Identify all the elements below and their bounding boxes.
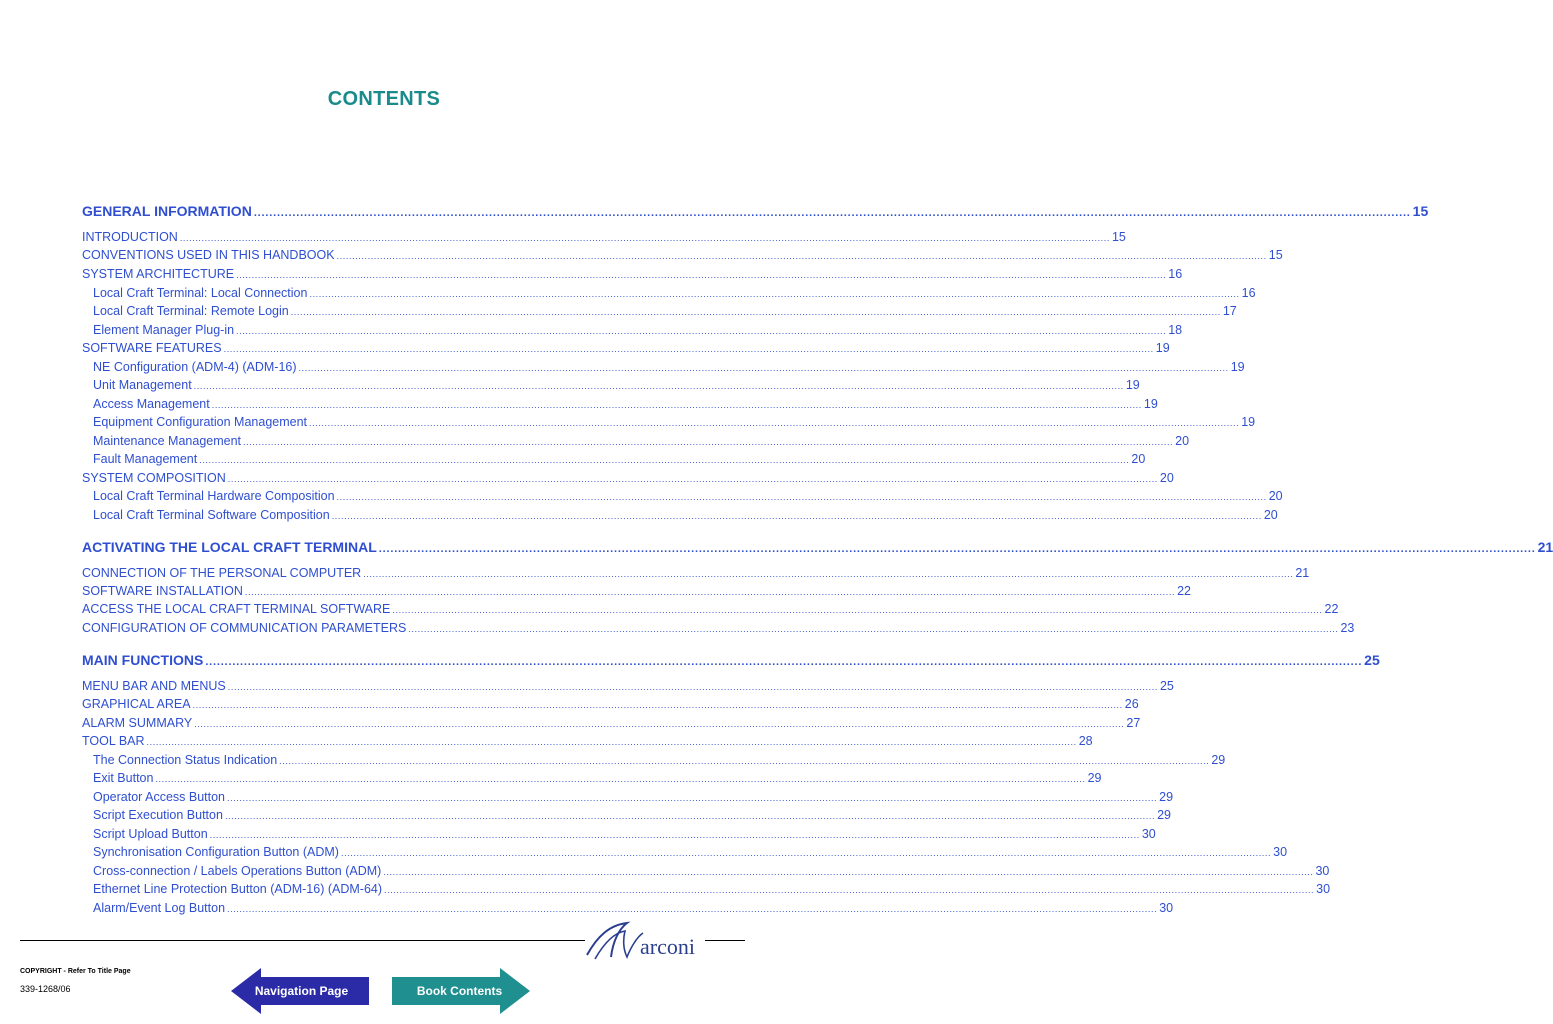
- toc-leader-dots: ............................................................................................................................................................................................................................................................................................................: [383, 867, 1314, 877]
- toc-leader-dots: ............................................................................................................................................................................................................................................................................................................: [236, 270, 1167, 280]
- marconi-logo: [583, 915, 708, 967]
- toc-leader-dots: ............................................................................................................................................................................................................................................................................................................: [179, 233, 1110, 243]
- toc-entry[interactable]: [82, 583, 1191, 600]
- toc-leader-dots: ............................................................................................................................................................................................................................................................................................................: [236, 326, 1167, 336]
- toc-entry-title: Element Manager Plug-in: [93, 323, 235, 337]
- toc-entry-page: 29: [1087, 771, 1102, 785]
- toc-entry-page: 21: [1295, 566, 1310, 580]
- toc-entry[interactable]: [82, 266, 1183, 283]
- toc-entry[interactable]: [82, 715, 1141, 732]
- toc-entry-page: 19: [1143, 397, 1158, 411]
- toc-leader-dots: ............................................................................................................................................................................................................................................................................................................: [192, 700, 1123, 710]
- toc-leader-dots: ............................................................................................................................................................................................................................................................................................................: [244, 587, 1176, 597]
- toc-entry-title: Unit Management: [93, 378, 192, 392]
- toc-leader-dots: ............................................................................................................................................................................................................................................................................................................: [243, 437, 1174, 447]
- toc-entry-title: TOOL BAR: [82, 734, 145, 748]
- toc-entry-title: CONVENTIONS USED IN THIS HANDBOOK: [82, 248, 335, 262]
- toc-entry[interactable]: [82, 451, 1146, 468]
- toc-leader-dots: ............................................................................................................................................................................................................................................................................................................: [279, 756, 1210, 766]
- toc-entry-page: 18: [1168, 323, 1183, 337]
- toc-entry-page: 19: [1230, 360, 1245, 374]
- toc-entry-page: 30: [1316, 882, 1331, 896]
- toc-entry-page: 19: [1241, 415, 1256, 429]
- toc-entry-page: 15: [1111, 230, 1126, 244]
- toc-entry-page: 21: [1537, 539, 1553, 555]
- toc-leader-dots: ............................................................................................................................................................................................................................................................................................................: [227, 793, 1158, 803]
- toc-entry-page: 29: [1157, 808, 1171, 822]
- document-number: 339-1268/06: [20, 984, 71, 994]
- toc-leader-dots: ............................................................................................................................................................................................................................................................................................................: [290, 307, 1221, 317]
- toc-leader-dots: ............................................................................................................................................................................................................................................................................................................: [309, 418, 1240, 428]
- navigation-page-button[interactable]: [231, 968, 372, 1014]
- toc-entry-page: 16: [1241, 286, 1256, 300]
- toc-leader-dots: ............................................................................................................................................................................................................................................................................................................: [227, 474, 1158, 484]
- toc-leader-dots: ............................................................................................................................................................................................................................................................................................................: [336, 492, 1267, 502]
- toc-entry-page: 19: [1155, 341, 1170, 355]
- toc-leader-dots: ............................................................................................................................................................................................................................................................................................................: [209, 830, 1140, 840]
- toc-entry-page: 20: [1159, 471, 1174, 485]
- toc-entry-title: Maintenance Management: [93, 434, 242, 448]
- toc-entry-title: ALARM SUMMARY: [82, 716, 193, 730]
- page-title: CONTENTS: [327, 88, 441, 110]
- toc-entry-page: 20: [1268, 489, 1283, 503]
- toc-leader-dots: ............................................................................................................................................................................................................................................................................................................: [309, 289, 1240, 299]
- toc-entry-page: 27: [1126, 716, 1141, 730]
- copyright-notice: COPYRIGHT - Refer To Title Page: [20, 968, 131, 975]
- toc-leader-dots: ............................................................................................................................................................................................................................................................................................................: [224, 811, 1156, 821]
- toc-entry-title: CONNECTION OF THE PERSONAL COMPUTER: [82, 566, 362, 580]
- toc-entry-page: 25: [1159, 679, 1174, 693]
- toc-entry[interactable]: [82, 601, 1339, 618]
- toc-leader-dots: ............................................................................................................................................................................................................................................................................................................: [336, 251, 1267, 261]
- toc-leader-dots: ............................................................................................................................................................................................................................................................................................................: [194, 719, 1125, 729]
- toc-entry-title: Script Upload Button: [93, 827, 208, 841]
- toc-entry[interactable]: [82, 752, 1226, 769]
- toc-entry-title: SOFTWARE FEATURES: [82, 341, 222, 355]
- toc-entry[interactable]: [82, 539, 1553, 557]
- toc-entry-page: 30: [1273, 845, 1288, 859]
- toc-entry[interactable]: [82, 470, 1174, 487]
- toc-leader-dots: ............................................................................................................................................................................................................................................................................................................: [378, 543, 1536, 555]
- toc-leader-dots: ............................................................................................................................................................................................................................................................................................................: [146, 737, 1077, 747]
- toc-entry-title: Fault Management: [93, 452, 198, 466]
- toc-leader-dots: ............................................................................................................................................................................................................................................................................................................: [223, 344, 1154, 354]
- toc-entry-title: GRAPHICAL AREA: [82, 697, 191, 711]
- toc-entry-title: Synchronisation Configuration Button (ADM): [93, 845, 339, 859]
- navigation-page-label: Navigation Page: [254, 984, 349, 998]
- toc-entry-page: 29: [1211, 753, 1226, 767]
- toc-entry-title: Script Execution Button: [93, 808, 223, 822]
- toc-entry[interactable]: [82, 247, 1283, 264]
- toc-entry-page: 29: [1159, 790, 1174, 804]
- toc-entry-title: Operator Access Button: [93, 790, 226, 804]
- toc-entry-title: Local Craft Terminal: Local Connection: [93, 286, 308, 300]
- toc-entry[interactable]: [82, 863, 1330, 880]
- toc-entry-title: Alarm/Event Log Button: [93, 901, 226, 915]
- book-contents-button[interactable]: [389, 968, 530, 1014]
- toc-entry-title: SYSTEM COMPOSITION: [82, 471, 226, 485]
- toc-entry-page: 19: [1125, 378, 1140, 392]
- toc-entry[interactable]: [82, 807, 1171, 824]
- toc-entry-page: 16: [1168, 267, 1183, 281]
- toc-entry-title: Equipment Configuration Management: [93, 415, 308, 429]
- toc-entry[interactable]: [82, 229, 1126, 246]
- toc-entry[interactable]: [82, 303, 1237, 320]
- toc-leader-dots: ............................................................................................................................................................................................................................................................................................................: [227, 682, 1158, 692]
- toc-entry-page: 26: [1124, 697, 1139, 711]
- toc-entry[interactable]: [82, 844, 1288, 861]
- toc-entry[interactable]: [82, 696, 1139, 713]
- toc-entry[interactable]: [82, 565, 1310, 582]
- toc-entry-page: 20: [1263, 508, 1278, 522]
- toc-entry-page: 22: [1177, 584, 1191, 598]
- toc-entry[interactable]: [82, 733, 1093, 750]
- toc-entry-page: 30: [1141, 827, 1156, 841]
- toc-entry[interactable]: [82, 340, 1170, 357]
- toc-leader-dots: ............................................................................................................................................................................................................................................................................................................: [298, 363, 1229, 373]
- toc-leader-dots: ............................................................................................................................................................................................................................................................................................................: [340, 848, 1272, 858]
- toc-entry-title: CONFIGURATION OF COMMUNICATION PARAMETERS: [82, 621, 407, 635]
- toc-entry[interactable]: [82, 678, 1174, 695]
- toc-entry-title: Ethernet Line Protection Button (ADM-16) (ADM-64): [93, 882, 383, 896]
- toc-leader-dots: ............................................................................................................................................................................................................................................................................................................: [193, 381, 1124, 391]
- toc-entry-title: SYSTEM ARCHITECTURE: [82, 267, 235, 281]
- toc-entry[interactable]: [82, 359, 1245, 376]
- toc-entry[interactable]: [82, 881, 1331, 898]
- toc-entry[interactable]: [82, 433, 1190, 450]
- svg-text:arconi: arconi: [640, 934, 695, 959]
- toc-leader-dots: ............................................................................................................................................................................................................................................................................................................: [363, 569, 1294, 579]
- toc-leader-dots: ............................................................................................................................................................................................................................................................................................................: [205, 656, 1363, 668]
- footer-divider-right: [705, 940, 745, 941]
- book-contents-label: Book Contents: [416, 984, 503, 998]
- toc-leader-dots: ............................................................................................................................................................................................................................................................................................................: [199, 455, 1130, 465]
- toc-leader-dots: ............................................................................................................................................................................................................................................................................................................: [155, 774, 1086, 784]
- toc-entry-page: 30: [1315, 864, 1330, 878]
- toc-entry-title: Access Management: [93, 397, 210, 411]
- toc-leader-dots: ............................................................................................................................................................................................................................................................................................................: [408, 624, 1339, 634]
- toc-leader-dots: ............................................................................................................................................................................................................................................................................................................: [227, 904, 1158, 914]
- toc-entry[interactable]: [82, 488, 1283, 505]
- toc-entry-title: ACTIVATING THE LOCAL CRAFT TERMINAL: [82, 539, 377, 555]
- toc-entry[interactable]: [82, 414, 1256, 431]
- toc-entry[interactable]: [82, 826, 1156, 843]
- toc-leader-dots: ............................................................................................................................................................................................................................................................................................................: [253, 207, 1411, 219]
- toc-entry-page: 23: [1340, 621, 1355, 635]
- toc-entry-title: MAIN FUNCTIONS: [82, 652, 204, 668]
- toc-entry-title: Local Craft Terminal: Remote Login: [93, 304, 289, 318]
- toc-entry[interactable]: [82, 652, 1380, 670]
- toc-entry-title: INTRODUCTION: [82, 230, 178, 244]
- toc-entry[interactable]: [82, 285, 1256, 302]
- toc-entry-page: 20: [1175, 434, 1190, 448]
- toc-entry-title: Local Craft Terminal Software Composition: [93, 508, 330, 522]
- toc-entry[interactable]: [82, 377, 1140, 394]
- footer-divider-left: [20, 940, 585, 941]
- toc-entry[interactable]: [82, 620, 1355, 637]
- toc-entry-page: 15: [1412, 203, 1429, 219]
- toc-entry-page: 25: [1364, 652, 1380, 668]
- toc-entry[interactable]: [82, 507, 1278, 524]
- toc-entry[interactable]: [82, 396, 1158, 413]
- toc-entry[interactable]: [82, 770, 1102, 787]
- toc-entry-title: Local Craft Terminal Hardware Composition: [93, 489, 335, 503]
- toc-entry[interactable]: [82, 789, 1174, 806]
- toc-entry-page: 15: [1268, 248, 1283, 262]
- toc-entry-title: NE Configuration (ADM-4) (ADM-16): [93, 360, 297, 374]
- toc-entry-page: 20: [1131, 452, 1146, 466]
- toc-leader-dots: ............................................................................................................................................................................................................................................................................................................: [384, 885, 1315, 895]
- toc-entry-title: SOFTWARE INSTALLATION: [82, 584, 243, 598]
- toc-entry-title: ACCESS THE LOCAL CRAFT TERMINAL SOFTWARE: [82, 602, 391, 616]
- toc-leader-dots: ............................................................................................................................................................................................................................................................................................................: [211, 400, 1142, 410]
- toc-entry-title: MENU BAR AND MENUS: [82, 679, 226, 693]
- toc-entry-page: 30: [1159, 901, 1174, 915]
- toc-entry-title: The Connection Status Indication: [93, 753, 278, 767]
- toc-leader-dots: ............................................................................................................................................................................................................................................................................................................: [331, 511, 1262, 521]
- toc-entry-title: Exit Button: [93, 771, 154, 785]
- toc-entry-title: Cross-connection / Labels Operations Button (ADM): [93, 864, 382, 878]
- toc-entry[interactable]: [82, 322, 1183, 339]
- toc-entry[interactable]: [82, 203, 1429, 221]
- toc-leader-dots: ............................................................................................................................................................................................................................................................................................................: [392, 605, 1323, 615]
- toc-entry-page: 28: [1078, 734, 1093, 748]
- toc-entry-title: GENERAL INFORMATION: [82, 203, 252, 219]
- toc-entry-page: 22: [1324, 602, 1339, 616]
- toc-entry-page: 17: [1222, 304, 1237, 318]
